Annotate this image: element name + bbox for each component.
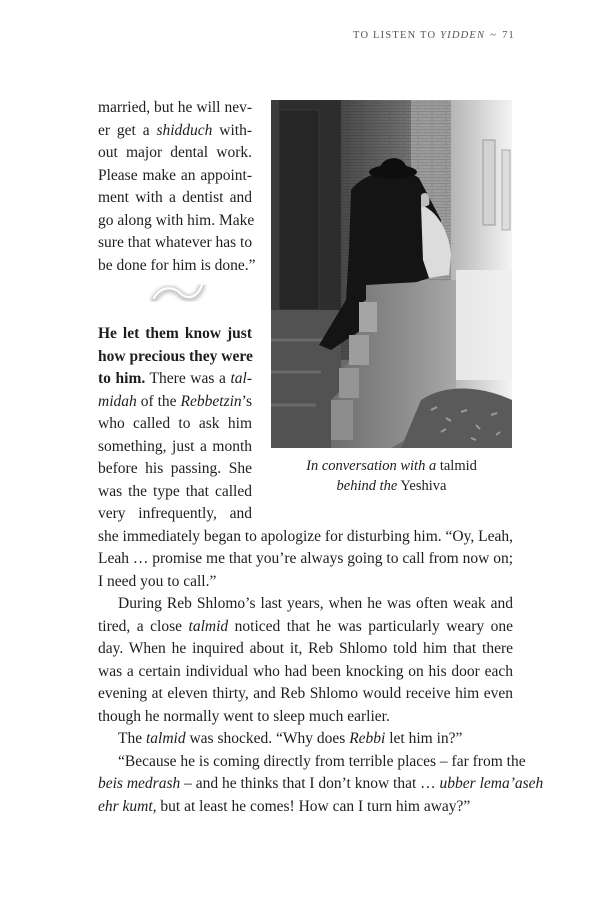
text-line bbox=[98, 796, 513, 819]
text-run: was a certain individual who had been knocking on his door each bbox=[98, 662, 513, 680]
text-run: tired, a close bbox=[98, 617, 189, 635]
text-line bbox=[98, 481, 252, 504]
text-line bbox=[98, 458, 252, 481]
text-run: she immediately began to apologize for disturbing him. “Oy, Leah, bbox=[98, 527, 513, 545]
text-run: let him in?” bbox=[385, 730, 463, 747]
lead-in-text: He let them know just bbox=[98, 325, 252, 342]
text-run: ’s bbox=[241, 392, 252, 410]
italic-term: Rebbetzin bbox=[180, 392, 242, 410]
text-line bbox=[98, 436, 252, 459]
text-line bbox=[98, 683, 513, 706]
text-line bbox=[98, 187, 252, 210]
caption-italic: behind the bbox=[336, 478, 398, 494]
text-run: sure that whatever has to bbox=[98, 234, 253, 251]
caption-line bbox=[271, 476, 512, 496]
text-line bbox=[98, 120, 252, 143]
text-run: “Because he is coming directly from terrible places – far from the bbox=[118, 752, 526, 770]
text-line bbox=[98, 661, 513, 684]
text-run: very infrequently, and bbox=[98, 505, 252, 522]
italic-term: ubber lema’aseh bbox=[439, 775, 544, 792]
italic-term: Rebbi bbox=[349, 730, 386, 747]
text-line bbox=[98, 391, 252, 414]
text-line bbox=[98, 413, 252, 436]
text-run: Please make an appoint- bbox=[98, 166, 252, 184]
page-number: 71 bbox=[502, 30, 515, 41]
text-run: who called to ask him bbox=[98, 415, 252, 432]
text-run: of the bbox=[136, 392, 181, 410]
text-line bbox=[98, 210, 255, 233]
text-line bbox=[98, 232, 252, 255]
italic-term: ehr kumt bbox=[98, 797, 153, 815]
running-head bbox=[340, 30, 515, 41]
lead-in-text: how precious they were bbox=[98, 347, 253, 365]
text-run: before his passing. She bbox=[98, 460, 252, 477]
caption-italic: In conversation with a bbox=[306, 458, 437, 474]
text-run: noticed that he was particularly weary one bbox=[228, 617, 513, 635]
text-line bbox=[98, 165, 252, 188]
text-line bbox=[98, 773, 544, 796]
italic-term: shidduch bbox=[156, 121, 213, 139]
text-line bbox=[98, 142, 252, 165]
text-run: was shocked. “Why does bbox=[185, 730, 350, 747]
text-line bbox=[98, 638, 513, 661]
text-line bbox=[98, 593, 513, 616]
text-line bbox=[98, 368, 252, 391]
photo-caption bbox=[271, 456, 512, 496]
running-head-separator: ~ bbox=[490, 30, 498, 41]
italic-term: tal- bbox=[230, 370, 253, 387]
text-run: There was a bbox=[145, 370, 231, 387]
text-line bbox=[98, 571, 513, 594]
text-run: Leah … promise me that you’re always going to call from now on; bbox=[98, 550, 513, 567]
text-line bbox=[98, 526, 513, 549]
text-run: though he normally went to sleep much earlier. bbox=[98, 707, 390, 725]
text-line bbox=[98, 255, 256, 278]
running-head-title: TO LISTEN TO bbox=[353, 30, 441, 41]
text-line bbox=[98, 706, 513, 729]
text-line bbox=[98, 728, 513, 751]
text-run: with- bbox=[212, 121, 253, 139]
text-run: The bbox=[118, 730, 146, 747]
text-run: day. When he inquired about it, Reb Shlomo told him that there bbox=[98, 640, 513, 657]
text-line bbox=[98, 97, 252, 120]
text-run: – and he thinks that I don’t know that … bbox=[180, 775, 440, 792]
running-head-title-italic: YIDDEN bbox=[440, 30, 486, 41]
text-line bbox=[98, 751, 526, 774]
text-run: , but at least he comes! How can I turn him away?” bbox=[152, 797, 471, 815]
tilde-ornament-icon bbox=[148, 276, 208, 310]
lead-in-text: to him. bbox=[98, 370, 146, 387]
caption-roman: Yeshiva bbox=[397, 478, 447, 494]
text-line bbox=[98, 346, 252, 369]
text-run: go along with him. Make bbox=[98, 211, 255, 229]
italic-term: talmid bbox=[145, 730, 186, 747]
italic-term: beis medrash bbox=[98, 775, 181, 792]
text-line bbox=[98, 616, 513, 639]
text-run: be done for him is done.” bbox=[98, 256, 256, 274]
text-run: ment with a dentist and bbox=[98, 189, 252, 206]
photo-talmid-behind-yeshiva bbox=[271, 100, 512, 448]
text-run: During Reb Shlomo’s last years, when he was often weak and bbox=[118, 595, 513, 612]
text-line bbox=[98, 548, 513, 571]
text-run: was the type that called bbox=[98, 482, 252, 500]
text-run: out major dental work. bbox=[98, 144, 252, 161]
text-run: I need you to call.” bbox=[98, 572, 217, 590]
caption-line bbox=[271, 456, 512, 476]
text-run: married, but he will nev- bbox=[98, 99, 252, 116]
italic-term: talmid bbox=[188, 617, 229, 635]
text-run: something, just a month bbox=[98, 437, 252, 455]
text-line bbox=[98, 503, 252, 526]
photo-image bbox=[271, 100, 512, 448]
italic-term: midah bbox=[98, 392, 137, 410]
caption-roman: talmid bbox=[436, 458, 477, 474]
text-line bbox=[98, 323, 252, 346]
text-run: evening at eleven thirty, and Reb Shlomo would receive him even bbox=[98, 685, 513, 702]
text-run: er get a bbox=[98, 121, 157, 139]
